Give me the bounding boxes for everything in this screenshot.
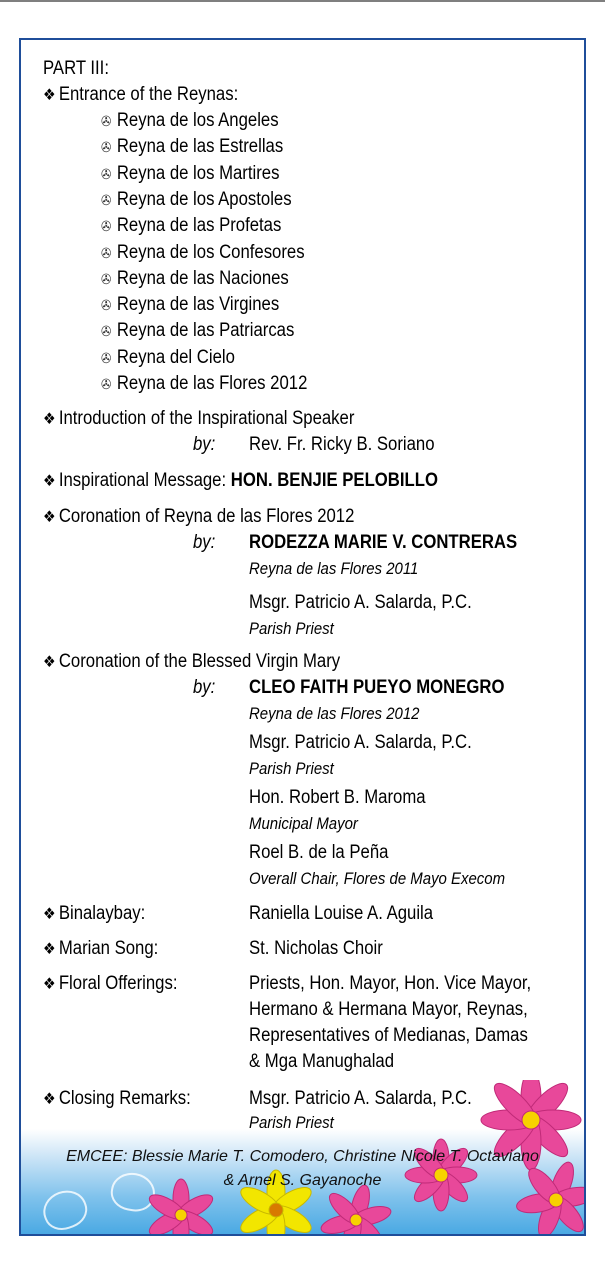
- star-bullet-icon: ✇: [101, 350, 112, 366]
- coronation-reyna-person-name: Msgr. Patricio A. Salarda, P.C.: [249, 592, 472, 613]
- coronation-virgin-person-role: Municipal Mayor: [249, 814, 358, 833]
- floral-offerings-line: Hermano & Hermana Mayor, Reynas,: [249, 999, 528, 1020]
- reyna-list-item: [101, 372, 307, 396]
- binalaybay-label: ❖ Binalaybay:: [43, 902, 145, 927]
- reyna-list-item: [101, 135, 283, 159]
- reyna-list-item: [101, 346, 235, 370]
- coronation-virgin-person-name: Roel B. de la Peña: [249, 842, 389, 863]
- diamond-bullet-icon: ❖: [43, 473, 56, 490]
- floral-offerings-label: ❖ Floral Offerings:: [43, 972, 177, 997]
- part-label: PART III:: [43, 58, 109, 79]
- reyna-name: Reyna de las Profetas: [116, 215, 282, 236]
- coronation-virgin-person-role: Reyna de las Flores 2012: [249, 704, 420, 723]
- reyna-list-item: [101, 188, 292, 212]
- reyna-name: Reyna de los Angeles: [116, 110, 279, 131]
- closing-remarks-role: Parish Priest: [249, 1113, 334, 1132]
- emcee-line-2: & Arnel S. Gayanoche: [223, 1172, 382, 1189]
- emcee-line-1: EMCEE: Blessie Marie T. Comodero, Christine Nicole T. Octaviano: [66, 1148, 539, 1165]
- reyna-list-item: [101, 267, 289, 291]
- star-bullet-icon: ✇: [101, 113, 112, 129]
- star-bullet-icon: ✇: [101, 192, 112, 208]
- coronation-virgin-person-name: CLEO FAITH PUEYO MONEGRO: [249, 677, 505, 698]
- program-frame: [19, 38, 586, 1236]
- star-bullet-icon: ✇: [101, 376, 112, 392]
- marian-song-label: ❖ Marian Song:: [43, 937, 158, 962]
- entrance-heading: ❖ Entrance of the Reynas:: [43, 83, 238, 108]
- star-bullet-icon: ✇: [101, 271, 112, 287]
- reyna-name: Reyna de los Martires: [116, 163, 280, 184]
- reyna-name: Reyna de las Naciones: [116, 268, 289, 289]
- reyna-list-item: [101, 109, 279, 133]
- top-rule: [0, 0, 605, 2]
- diamond-bullet-icon: ❖: [43, 1091, 56, 1108]
- coronation-virgin-heading: ❖ Coronation of the Blessed Virgin Mary: [43, 650, 340, 675]
- coronation-virgin-by: by:: [193, 677, 216, 698]
- floral-offerings-line: & Mga Manughalad: [249, 1051, 395, 1072]
- reyna-list-item: [101, 319, 294, 343]
- floral-offerings-line: Priests, Hon. Mayor, Hon. Vice Mayor,: [249, 973, 532, 994]
- coronation-reyna-by: by:: [193, 532, 216, 553]
- star-bullet-icon: ✇: [101, 297, 112, 313]
- coronation-reyna-person-role: Reyna de las Flores 2011: [249, 559, 419, 578]
- reyna-list-item: [101, 162, 279, 186]
- coronation-reyna-person-name: RODEZZA MARIE V. CONTRERAS: [249, 532, 518, 553]
- coronation-reyna-person-role: Parish Priest: [249, 619, 334, 638]
- diamond-bullet-icon: ❖: [43, 87, 56, 104]
- star-bullet-icon: ✇: [101, 218, 112, 234]
- reyna-name: Reyna de las Virgines: [116, 294, 280, 315]
- reyna-name: Reyna de las Estrellas: [116, 136, 284, 157]
- diamond-bullet-icon: ❖: [43, 941, 56, 958]
- floral-offerings-line: Representatives of Medianas, Damas: [249, 1025, 528, 1046]
- coronation-virgin-person-role: Overall Chair, Flores de Mayo Execom: [249, 869, 506, 888]
- binalaybay-value: Raniella Louise A. Aguila: [249, 903, 434, 924]
- intro-speaker-heading: ❖ Introduction of the Inspirational Speaker: [43, 407, 354, 432]
- closing-remarks-name: Msgr. Patricio A. Salarda, P.C.: [249, 1088, 472, 1109]
- star-bullet-icon: ✇: [101, 166, 112, 182]
- reyna-list-item: [101, 214, 281, 238]
- coronation-virgin-person-name: Hon. Robert B. Maroma: [249, 787, 426, 808]
- closing-remarks-label: ❖ Closing Remarks:: [43, 1087, 191, 1112]
- reyna-list-item: [101, 241, 305, 265]
- diamond-bullet-icon: ❖: [43, 906, 56, 923]
- diamond-bullet-icon: ❖: [43, 976, 56, 993]
- star-bullet-icon: ✇: [101, 323, 112, 339]
- diamond-bullet-icon: ❖: [43, 411, 56, 428]
- star-bullet-icon: ✇: [101, 245, 112, 261]
- intro-speaker-name: Rev. Fr. Ricky B. Soriano: [249, 434, 435, 455]
- star-bullet-icon: ✇: [101, 139, 112, 155]
- coronation-virgin-person-name: Msgr. Patricio A. Salarda, P.C.: [249, 732, 472, 753]
- diamond-bullet-icon: ❖: [43, 654, 56, 671]
- reyna-name: Reyna de los Apostoles: [116, 189, 292, 210]
- inspirational-message: ❖ Inspirational Message: HON. BENJIE PELOBILLO: [43, 469, 438, 494]
- reyna-name: Reyna de las Flores 2012: [116, 373, 308, 394]
- coronation-reyna-heading: ❖ Coronation of Reyna de las Flores 2012: [43, 505, 354, 530]
- reyna-name: Reyna de los Confesores: [116, 242, 305, 263]
- diamond-bullet-icon: ❖: [43, 509, 56, 526]
- coronation-virgin-person-role: Parish Priest: [249, 759, 334, 778]
- intro-speaker-by: by:: [193, 434, 216, 455]
- reyna-name: Reyna de las Patriarcas: [116, 320, 295, 341]
- reyna-list-item: [101, 293, 279, 317]
- reyna-name: Reyna del Cielo: [116, 347, 235, 368]
- program-content: [21, 40, 584, 1234]
- marian-song-value: St. Nicholas Choir: [249, 938, 383, 959]
